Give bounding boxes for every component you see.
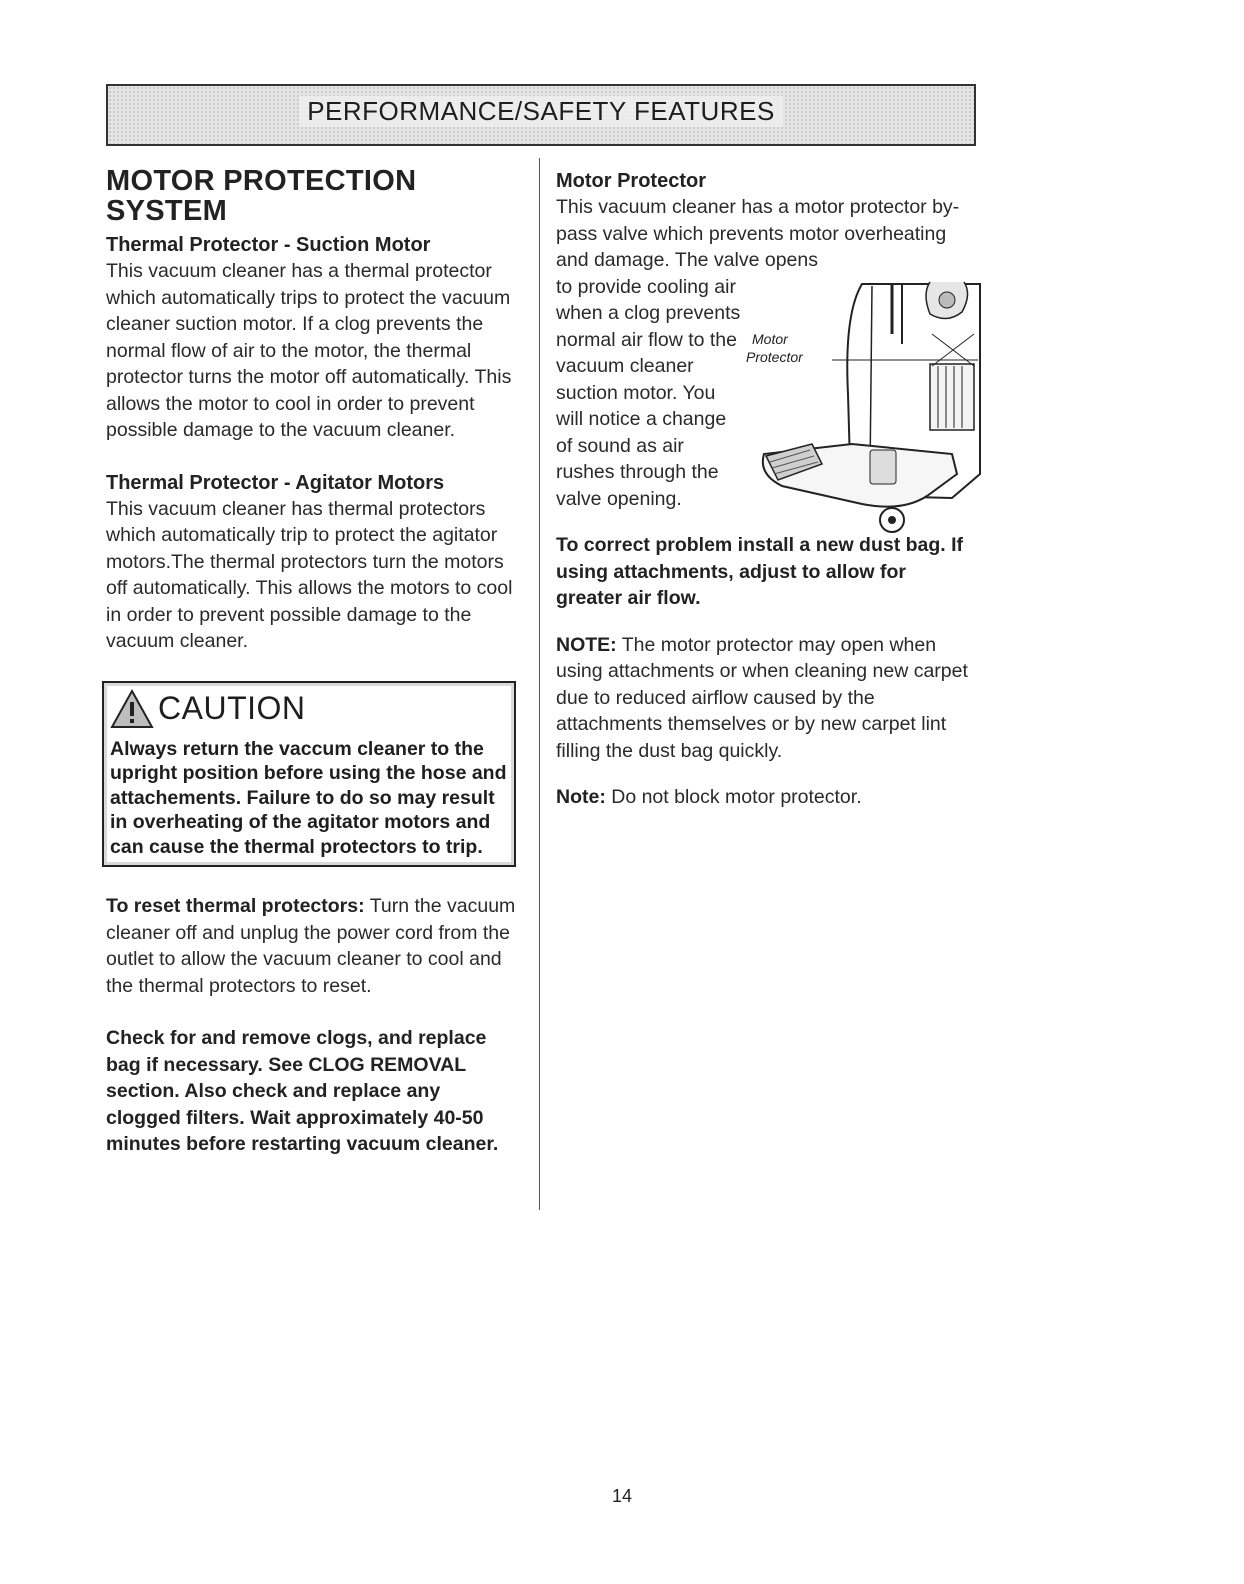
vacuum-motor-protector-illustration bbox=[746, 274, 980, 544]
figure-label-motor: Motor bbox=[752, 330, 788, 347]
note-airflow bbox=[556, 632, 976, 765]
section-heading: MOTOR PROTECTION SYSTEM bbox=[106, 165, 417, 227]
warning-triangle-icon bbox=[110, 689, 154, 729]
reset-text: Turn the vacuum cleaner off and unplug the power cord from the outlet to allow the vacuum cleaner to cool and the thermal protectors to reset. bbox=[106, 895, 516, 997]
page-number: 14 bbox=[611, 1486, 633, 1506]
right-column bbox=[556, 168, 976, 811]
note-do-not-block bbox=[556, 784, 976, 811]
figure-wrap bbox=[556, 274, 976, 513]
check-clogs-text: Check for and remove clogs, and replace bag if necessary. See CLOG REMOVAL section. Also check and replace any clogged filters. Wait approximately 40-50 minutes before restarting vacuum cleaner. bbox=[106, 1027, 499, 1155]
banner-title: PERFORMANCE/SAFETY FEATURES bbox=[299, 96, 783, 127]
suction-motor-text: This vacuum cleaner has a thermal protector which automatically trips to protect the vacuum cleaner suction motor. If a clog prevents the normal flow of air to the motor, the thermal protector turns the motor off automatically. This allows the motor to cool in order to prevent possible damage to the vacuum cleaner. bbox=[106, 260, 512, 441]
reset-instructions bbox=[106, 893, 516, 999]
agitator-motors-text: This vacuum cleaner has thermal protectors which automatically trip to protect the agitator motors.The thermal protectors turn the motors off automatically. This allows the motors to cool in order to prevent possible damage to the vacuum cleaner. bbox=[106, 497, 513, 652]
caution-box bbox=[102, 681, 516, 868]
left-column bbox=[106, 166, 516, 1158]
note1-label: NOTE: bbox=[556, 633, 617, 656]
motor-protector-text: This vacuum cleaner has a motor protector by-pass valve which prevents motor overheating and damage. The valve opens bbox=[556, 196, 960, 271]
agitator-motors-title: Thermal Protector - Agitator Motors bbox=[106, 471, 445, 494]
reset-label: To reset thermal protectors: bbox=[106, 895, 365, 917]
column-divider bbox=[539, 158, 540, 1210]
caution-text: Always return the vaccum cleaner to the upright position before using the hose and attachements. Failure to do so may result in overheating of the agitator motors and can cause the thermal protectors to trip. bbox=[110, 737, 507, 858]
motor-protector-title: Motor Protector bbox=[556, 170, 706, 192]
note1-text: The motor protector may open when using attachments or when cleaning new carpet due to reduced airflow caused by the attachments themselves or by new carpet lint filling the dust bag quickly. bbox=[556, 633, 968, 762]
caution-title: CAUTION bbox=[158, 690, 306, 726]
motor-protector-continued: to provide cooling air when a clog prevents normal air flow to the vacuum cleaner suction motor. You will notice a change of sound as air rushes through the valve opening. bbox=[556, 275, 741, 510]
note2-text: Do not block motor protector. bbox=[605, 786, 862, 808]
correct-problem-text: To correct problem install a new dust bag. If using attachments, adjust to allow for greater air flow. bbox=[556, 534, 964, 609]
figure-label-protector: Protector bbox=[746, 348, 803, 365]
caution-header bbox=[110, 689, 508, 729]
suction-motor-title: Thermal Protector - Suction Motor bbox=[106, 234, 431, 256]
note2-label: Note: bbox=[556, 786, 606, 808]
section-banner bbox=[106, 84, 976, 146]
